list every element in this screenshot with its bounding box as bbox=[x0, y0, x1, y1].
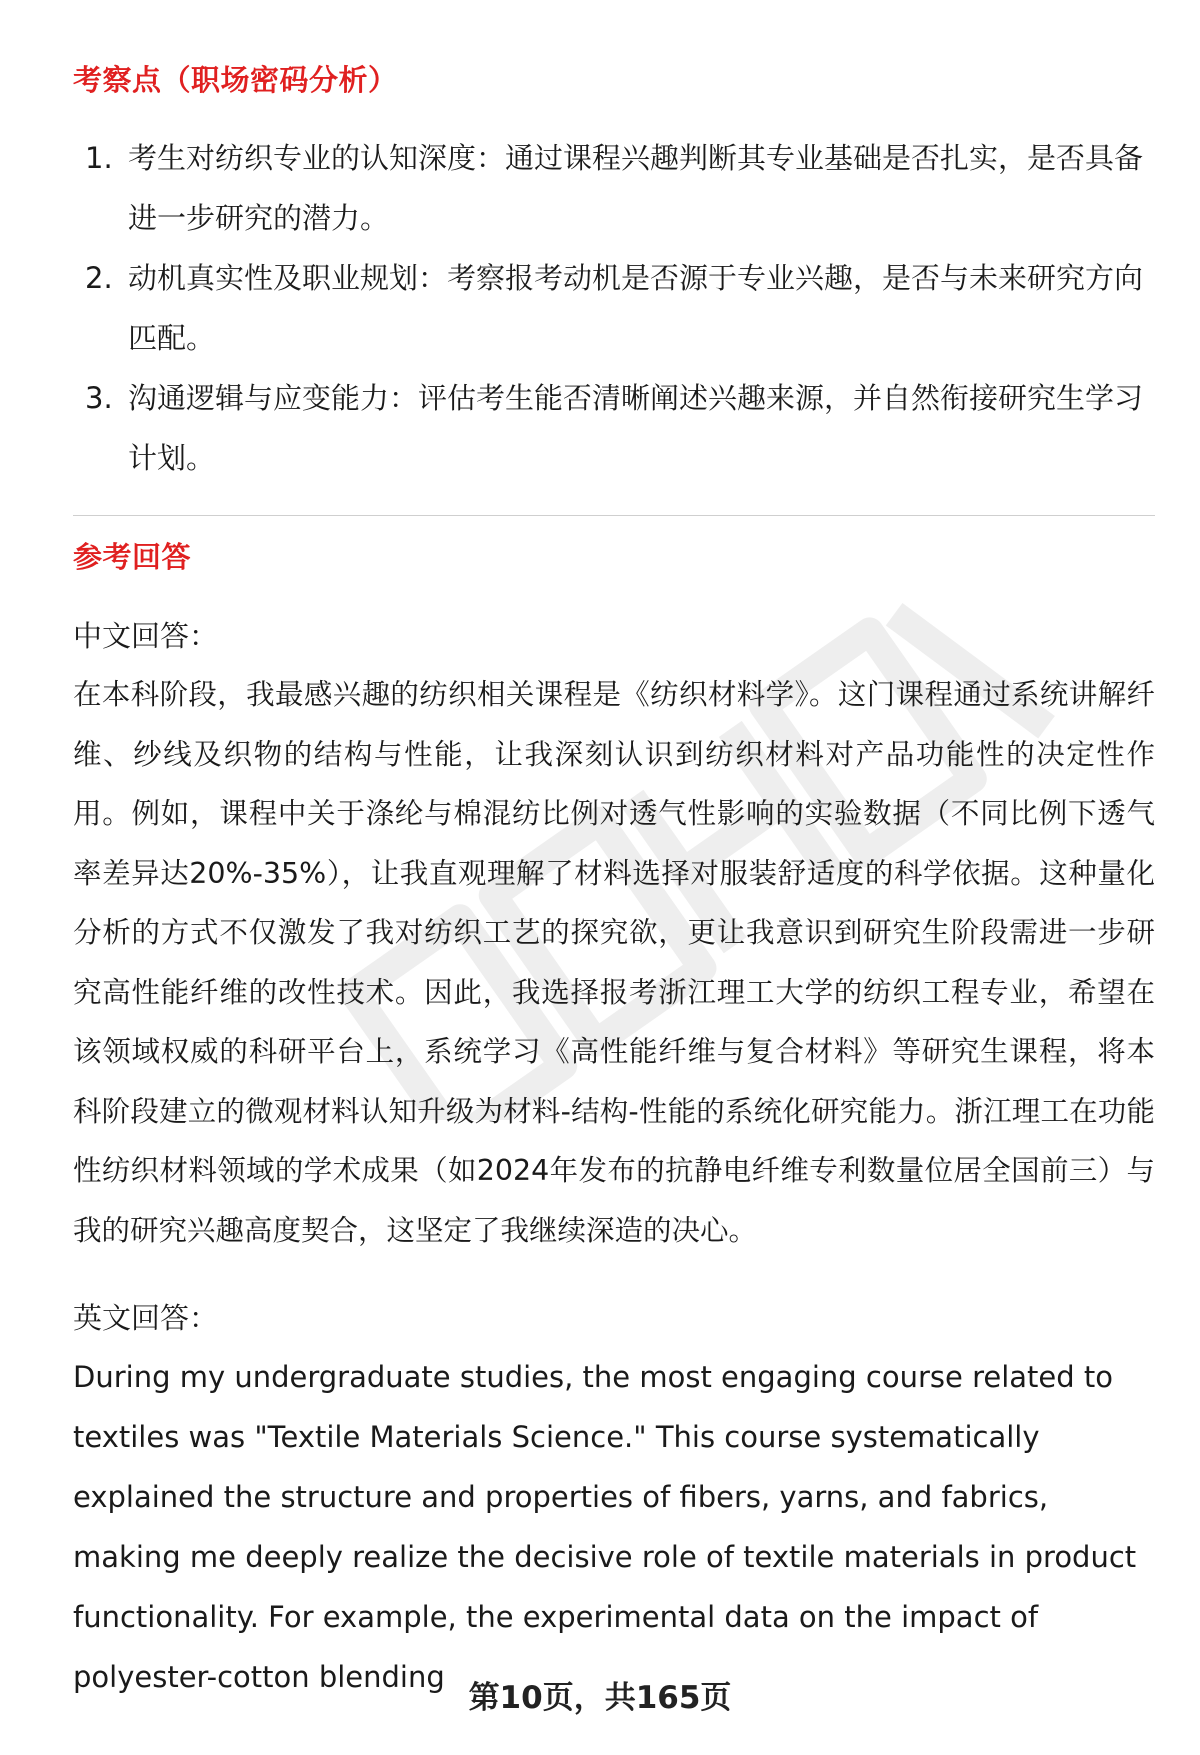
english-answer-label: 英文回答： bbox=[73, 1301, 219, 1335]
chinese-answer-label: 中文回答： bbox=[73, 619, 219, 653]
exam-points-title: 考察点（职场密码分析） bbox=[73, 63, 398, 97]
list-item-text: 考生对纺织专业的认知深度：通过课程兴趣判断其专业基础是否扎实，是否具备进一步研究的潜力。 bbox=[128, 141, 1144, 235]
list-item-number: 3. bbox=[85, 381, 113, 415]
chinese-answer-text: 在本科阶段，我最感兴趣的纺织相关课程是《纺织材料学》。这门课程通过系统讲解纤维、纱线及织物的结构与性能，让我深刻认识到纺织材料对产品功能性的决定性作用。例如，课程中关于涤纶与棉混纺比例对透气性影响的实验数据（不同比例下透气率差异达20%-35%），让我直观理解了材料选择对服装舒适度的科学依据。这种量化分析的方式不仅激发了我对纺织工艺的探究欲，更让我意识到研究生阶段需进一步研究高性能纤维的改性技术。因此，我选择报考浙江理工大学的纺织工程专业，希望在该领域权威的科研平台上，系统学习《高性能纤维与复合材料》等研究生课程，将本科阶段建立的微观材料认知升级为材料-结构-性能的系统化研究能力。浙江理工在功能性纺织材料领域的学术成果（如2024年发布的抗静电纤维专利数量位居全国前三）与我的研究兴趣高度契合，这坚定了我继续深造的决心。 bbox=[73, 678, 1155, 1247]
section-divider bbox=[73, 515, 1155, 516]
reference-answer-title: 参考回答 bbox=[73, 540, 192, 574]
page-number-footer: 第10页，共165页 bbox=[468, 1680, 732, 1716]
list-item-text: 动机真实性及职业规划：考察报考动机是否源于专业兴趣，是否与未来研究方向匹配。 bbox=[128, 261, 1144, 355]
english-answer-text: During my undergraduate studies, the most engaging course related to textiles was "Textile Materials Science." This course systematically explained the structure and properties of fibers, yarns, and fabrics, making me deeply realize the decisive role of textile materials in product functionality. For example, the experimental data on the impact of polyester-cotton blending bbox=[73, 1360, 1137, 1694]
list-item-text: 沟通逻辑与应变能力：评估考生能否清晰阐述兴趣来源，并自然衔接研究生学习计划。 bbox=[128, 381, 1144, 475]
list-item bbox=[73, 368, 1155, 488]
list-item-number: 1. bbox=[85, 141, 113, 175]
list-item-number: 2. bbox=[85, 261, 113, 295]
list-item bbox=[73, 248, 1155, 368]
exam-points-list bbox=[73, 128, 1155, 488]
list-item bbox=[73, 128, 1155, 248]
